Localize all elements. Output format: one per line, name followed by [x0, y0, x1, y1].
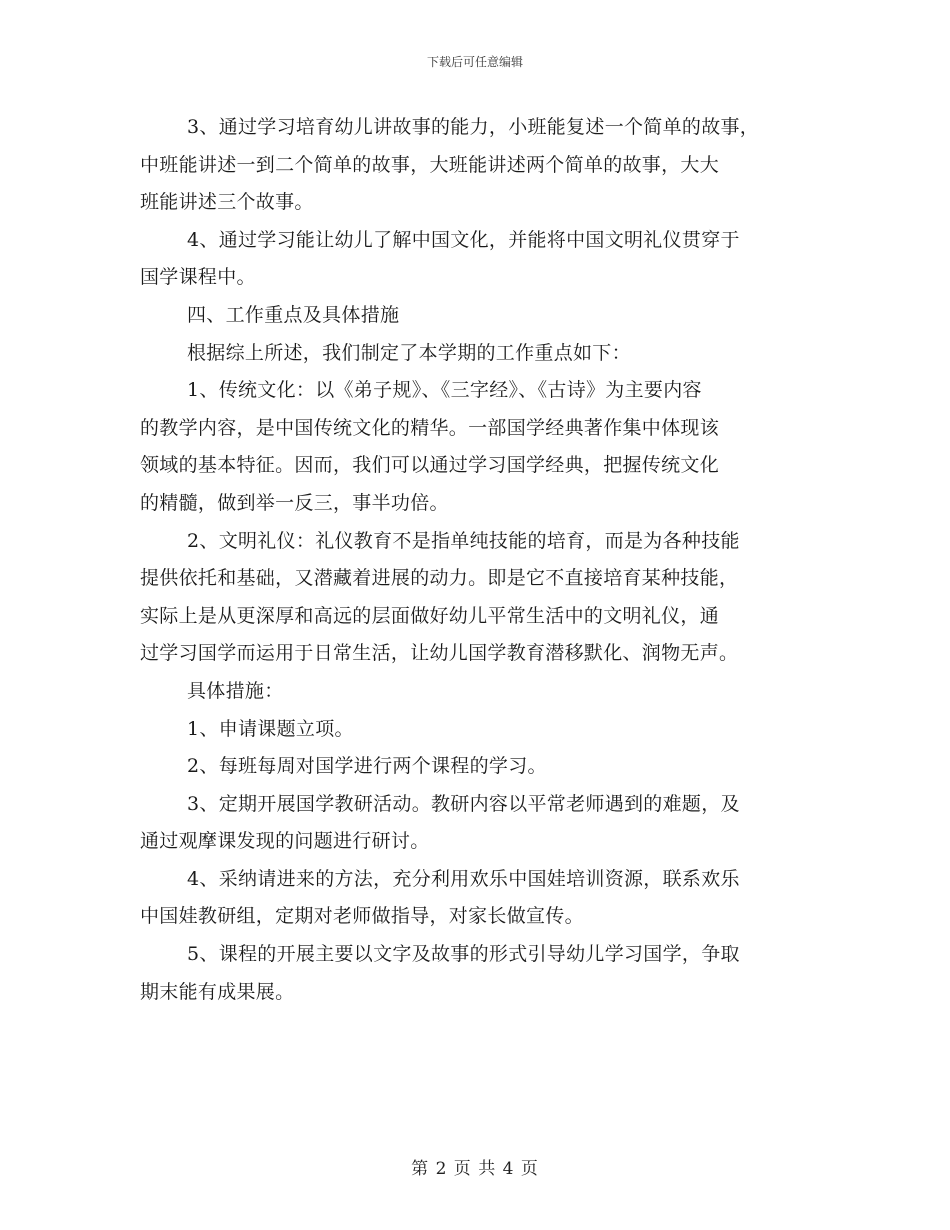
page-header: 下载后可任意编辑: [426, 55, 523, 69]
text-line: 4、通过学习能让幼儿了解中国文化，并能将中国文明礼仪贯穿于: [187, 228, 740, 251]
text-line: 实际上是从更深厚和高远的层面做好幼儿平常生活中的文明礼仪，通: [140, 604, 720, 627]
text-line: 提供依托和基础，又潜藏着进展的动力。即是它不直接培育某种技能，: [140, 567, 739, 590]
text-line: 通过观摩课发现的问题进行研讨。: [140, 830, 430, 853]
text-line: 的精髓，做到举一反三，事半功倍。: [140, 491, 449, 514]
text-line: 1、传统文化：以《弟子规》、《三字经》、《古诗》为主要内容: [187, 379, 702, 402]
text-line: 国学课程中。: [140, 266, 256, 289]
text-line: 3、定期开展国学教研活动。教研内容以平常老师遇到的难题，及: [187, 792, 740, 815]
text-line: 3、通过学习培育幼儿讲故事的能力，小班能复述一个简单的故事，: [187, 116, 760, 138]
page-footer: 第 2 页 共 4 页: [411, 1159, 539, 1179]
text-line: 中国娃教研组，定期对老师做指导，对家长做宣传。: [140, 905, 584, 928]
text-line: 具体措施：: [187, 679, 284, 702]
text-line: 2、每班每周对国学进行两个课程的学习。: [187, 755, 547, 778]
text-line: 中班能讲述一到二个简单的故事，大班能讲述两个简单的故事，大大: [140, 153, 720, 176]
text-line: 根据综上所述，我们制定了本学期的工作重点如下：: [187, 341, 631, 364]
document-body: [140, 109, 820, 1011]
text-line: 4、采纳请进来的方法，充分利用欢乐中国娃培训资源，联系欢乐: [187, 867, 740, 890]
text-line: 的教学内容，是中国传统文化的精华。一部国学经典著作集中体现该: [140, 416, 720, 439]
text-line: 领域的基本特征。因而，我们可以通过学习国学经典，把握传统文化: [140, 454, 720, 477]
text-line: 2、文明礼仪：礼仪教育不是指单纯技能的培育，而是为各种技能: [187, 529, 740, 552]
text-line: 过学习国学而运用于日常生活，让幼儿国学教育潜移默化、润物无声。: [140, 642, 739, 665]
text-line: 5、课程的开展主要以文字及故事的形式引导幼儿学习国学，争取: [187, 943, 740, 966]
text-line: 班能讲述三个故事。: [140, 191, 314, 214]
text-line: 1、申请课题立项。: [187, 717, 354, 740]
text-line: 四、工作重点及具体措施: [187, 303, 400, 326]
text-line: 期末能有成果展。: [140, 980, 295, 1003]
